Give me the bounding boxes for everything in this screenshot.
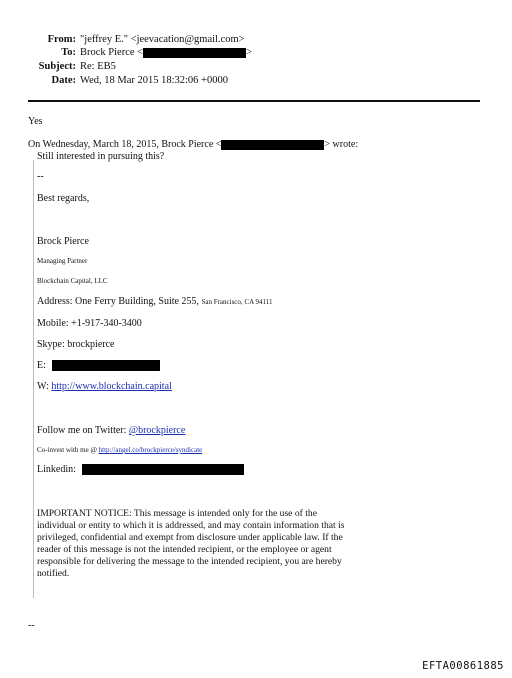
coinvest-prefix: Co-invest with me @ <box>37 446 97 454</box>
web-link[interactable]: http://www.blockchain.capital <box>51 381 172 392</box>
reply-text: Yes <box>28 116 43 127</box>
header-divider <box>28 100 480 102</box>
sig-mobile: Mobile: +1-917-340-3400 <box>37 318 142 329</box>
quoted-dashes: -- <box>37 171 44 182</box>
email-label: E: <box>37 360 46 371</box>
quote-intro <box>28 139 358 150</box>
redaction-bar <box>52 360 160 371</box>
twitter-link[interactable]: @brockpierce <box>128 425 186 436</box>
redaction-bar <box>221 140 324 150</box>
important-notice: IMPORTANT NOTICE: This message is intended only for the use of the individual or entity to which it is addressed, and may contain information that is privileged, confidential and exempt from disclosure under applicable law. If the reader of this message is not the intended recipient, or the employee or agent responsible for delivering the message to the intended recipient, you are hereby notified. <box>37 508 345 579</box>
sig-company: Blockchain Capital, LLC <box>37 277 108 285</box>
date-value: Wed, 18 Mar 2015 18:32:06 +0000 <box>80 75 228 86</box>
sig-email <box>37 360 160 371</box>
web-label: W: <box>37 381 49 392</box>
quote-bar <box>33 160 34 598</box>
sig-title: Managing Partner <box>37 257 88 265</box>
coinvest-link[interactable]: http://angel.co/brockpierce/syndicate <box>98 446 203 454</box>
linkedin-label: Linkedin: <box>37 464 76 475</box>
quote-intro-prefix: On Wednesday, March 18, 2015, Brock Pierce < <box>28 139 222 150</box>
redaction-bar <box>143 48 246 58</box>
twitter-prefix: Follow me on Twitter: <box>37 425 127 436</box>
quoted-question: Still interested in pursuing this? <box>37 151 165 162</box>
bates-number: EFTA00861885 <box>422 660 504 672</box>
date-label: Date: <box>51 75 76 86</box>
quote-intro-suffix: > wrote: <box>324 139 359 150</box>
subject-label: Subject: <box>38 61 76 72</box>
subject-value: Re: EB5 <box>80 61 116 72</box>
sig-linkedin <box>37 464 244 475</box>
to-value-prefix: Brock Pierce < <box>80 47 144 58</box>
redaction-bar <box>82 464 244 475</box>
to-label: To: <box>61 47 76 58</box>
to-value <box>80 47 252 58</box>
address-prefix: Address: One Ferry Building, Suite 255, <box>37 296 199 307</box>
sig-web <box>37 381 172 392</box>
from-value: "jeffrey E." <jeevacation@gmail.com> <box>80 34 245 45</box>
footer-dashes: -- <box>28 620 35 631</box>
sig-twitter <box>37 425 185 436</box>
sig-skype: Skype: brockpierce <box>37 339 115 350</box>
sig-coinvest <box>37 446 202 454</box>
sig-address <box>37 296 272 307</box>
to-value-suffix: > <box>246 47 252 58</box>
from-label: From: <box>47 34 76 45</box>
regards: Best regards, <box>37 193 90 204</box>
address-city: San Francisco, CA 94111 <box>201 298 273 306</box>
sig-name: Brock Pierce <box>37 236 89 247</box>
